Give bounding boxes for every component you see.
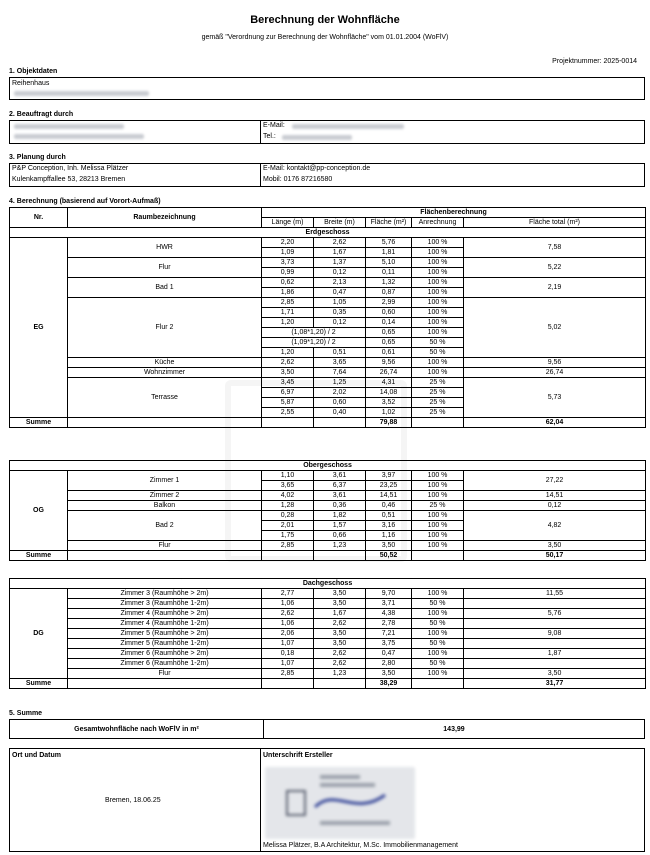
objektdaten-box xyxy=(9,77,645,100)
anrechnung-cell: 100 % xyxy=(412,298,464,308)
length-cell: 3,73 xyxy=(262,258,314,268)
width-cell: 0,12 xyxy=(314,268,366,278)
area-cell: 26,74 xyxy=(366,368,412,378)
object-type: Reihenhaus xyxy=(12,80,50,87)
length-cell: 1,07 xyxy=(262,639,314,649)
header-area: Fläche (m²) xyxy=(366,218,412,228)
room-name: Zimmer 5 (Raumhöhe 1-2m) xyxy=(68,639,262,649)
room-name: Bad 1 xyxy=(68,278,262,298)
room-name: Wohnzimmer xyxy=(68,368,262,378)
floor-title-row xyxy=(10,461,646,471)
beauftragt-box xyxy=(9,120,645,144)
area-cell: 7,21 xyxy=(366,629,412,639)
total-cell: 1,87 xyxy=(464,649,646,659)
section-beauftragt-heading: 2. Beauftragt durch xyxy=(9,111,74,118)
header-nr: Nr. xyxy=(10,208,68,228)
width-cell: 2,62 xyxy=(314,619,366,629)
length-cell: 6,97 xyxy=(262,388,314,398)
anrechnung-cell: 100 % xyxy=(412,318,464,328)
length-cell: 2,55 xyxy=(262,408,314,418)
width-cell: 0,40 xyxy=(314,408,366,418)
length-cell: 4,02 xyxy=(262,491,314,501)
area-cell: 3,52 xyxy=(366,398,412,408)
sum-total: 31,77 xyxy=(464,679,646,689)
area-cell: 5,76 xyxy=(366,238,412,248)
table-row xyxy=(10,258,646,268)
area-cell: 3,50 xyxy=(366,541,412,551)
area-cell: 0,65 xyxy=(366,328,412,338)
room-name: Flur xyxy=(68,541,262,551)
total-cell xyxy=(464,619,646,629)
planner-address: Kulenkampffallee 53, 28213 Bremen xyxy=(12,176,126,183)
table-row xyxy=(10,669,646,679)
og-table xyxy=(9,460,646,561)
total-cell: 3,50 xyxy=(464,541,646,551)
length-cell: 1,71 xyxy=(262,308,314,318)
table-row xyxy=(10,471,646,481)
length-cell: 2,62 xyxy=(262,609,314,619)
area-cell: 0,11 xyxy=(366,268,412,278)
width-cell: 3,50 xyxy=(314,589,366,599)
width-cell: 3,50 xyxy=(314,599,366,609)
total-box xyxy=(9,719,645,739)
length-cell: 1,06 xyxy=(262,599,314,609)
anrechnung-cell: 100 % xyxy=(412,308,464,318)
width-cell: 3,50 xyxy=(314,629,366,639)
sum-area: 50,52 xyxy=(366,551,412,561)
room-name: Zimmer 3 (Raumhöhe 1-2m) xyxy=(68,599,262,609)
header-room: Raumbezeichnung xyxy=(68,208,262,228)
room-name: Zimmer 5 (Raumhöhe > 2m) xyxy=(68,629,262,639)
redacted-client-tel xyxy=(282,135,352,140)
signature-label: Unterschrift Ersteller xyxy=(263,752,333,759)
sum-row xyxy=(10,418,646,428)
table-row xyxy=(10,278,646,288)
length-cell: 1,06 xyxy=(262,619,314,629)
anrechnung-cell: 100 % xyxy=(412,669,464,679)
anrechnung-cell: 100 % xyxy=(412,511,464,521)
length-cell: 2,85 xyxy=(262,541,314,551)
sum-total: 50,17 xyxy=(464,551,646,561)
table-row xyxy=(10,368,646,378)
anrechnung-cell: 100 % xyxy=(412,609,464,619)
length-cell: 0,99 xyxy=(262,268,314,278)
length-formula: (1,09*1,20) / 2 xyxy=(262,338,366,348)
total-cell: 9,56 xyxy=(464,358,646,368)
width-cell: 3,65 xyxy=(314,358,366,368)
length-cell: 5,87 xyxy=(262,398,314,408)
width-cell: 1,82 xyxy=(314,511,366,521)
width-cell: 7,64 xyxy=(314,368,366,378)
area-cell: 14,08 xyxy=(366,388,412,398)
width-cell: 0,35 xyxy=(314,308,366,318)
total-cell: 7,58 xyxy=(464,238,646,258)
length-cell: 1,10 xyxy=(262,471,314,481)
planung-box xyxy=(9,163,645,187)
length-cell: 1,86 xyxy=(262,288,314,298)
total-cell: 2,19 xyxy=(464,278,646,298)
sum-row xyxy=(10,679,646,689)
anrechnung-cell: 100 % xyxy=(412,238,464,248)
width-cell: 0,51 xyxy=(314,348,366,358)
area-cell: 2,78 xyxy=(366,619,412,629)
floor-title-row xyxy=(10,228,646,238)
length-cell: 2,62 xyxy=(262,358,314,368)
sum-total: 62,04 xyxy=(464,418,646,428)
table-row xyxy=(10,649,646,659)
width-cell: 2,02 xyxy=(314,388,366,398)
redacted-client-name xyxy=(14,124,124,129)
total-cell: 5,02 xyxy=(464,298,646,358)
anrechnung-cell: 100 % xyxy=(412,268,464,278)
table-row xyxy=(10,501,646,511)
total-cell: 9,08 xyxy=(464,629,646,639)
column-divider xyxy=(260,164,261,186)
client-tel-label: Tel.: xyxy=(263,133,276,140)
table-cell xyxy=(262,418,314,428)
room-name: Flur 2 xyxy=(68,298,262,358)
room-name: Terrasse xyxy=(68,378,262,418)
area-cell: 0,14 xyxy=(366,318,412,328)
sum-area: 38,29 xyxy=(366,679,412,689)
total-cell xyxy=(464,599,646,609)
section-planung-heading: 3. Planung durch xyxy=(9,154,66,161)
room-name: Balkon xyxy=(68,501,262,511)
width-cell: 0,66 xyxy=(314,531,366,541)
anrechnung-cell: 25 % xyxy=(412,388,464,398)
length-cell: 2,77 xyxy=(262,589,314,599)
width-cell: 3,50 xyxy=(314,639,366,649)
total-cell: 26,74 xyxy=(464,368,646,378)
length-formula: (1,08*1,20) / 2 xyxy=(262,328,366,338)
header-width: Breite (m) xyxy=(314,218,366,228)
width-cell: 2,62 xyxy=(314,238,366,248)
table-row xyxy=(10,378,646,388)
sum-label: Summe xyxy=(10,551,68,561)
area-cell: 23,25 xyxy=(366,481,412,491)
sum-label: Summe xyxy=(10,679,68,689)
header-anrechnung: Anrechnung xyxy=(412,218,464,228)
room-name: Zimmer 1 xyxy=(68,471,262,491)
floor-code: EG xyxy=(10,238,68,418)
anrechnung-cell: 100 % xyxy=(412,328,464,338)
floor-code: DG xyxy=(10,589,68,679)
length-cell: 1,75 xyxy=(262,531,314,541)
width-cell: 1,25 xyxy=(314,378,366,388)
table-cell xyxy=(68,418,262,428)
room-name: Bad 2 xyxy=(68,511,262,541)
header-total: Fläche total (m²) xyxy=(464,218,646,228)
table-cell xyxy=(412,418,464,428)
width-cell: 1,37 xyxy=(314,258,366,268)
table-row xyxy=(10,491,646,501)
length-cell: 0,18 xyxy=(262,649,314,659)
width-cell: 1,67 xyxy=(314,248,366,258)
width-cell: 0,47 xyxy=(314,288,366,298)
page-subtitle: gemäß "Verordnung zur Berechnung der Wohnfläche" vom 01.01.2004 (WoFlV) xyxy=(201,34,449,41)
width-cell: 2,62 xyxy=(314,649,366,659)
place-date-label: Ort und Datum xyxy=(12,752,61,759)
total-cell: 5,22 xyxy=(464,258,646,278)
area-cell: 0,51 xyxy=(366,511,412,521)
area-cell: 0,60 xyxy=(366,308,412,318)
floor-title: Erdgeschoss xyxy=(10,228,646,238)
room-name: Küche xyxy=(68,358,262,368)
table-cell xyxy=(314,551,366,561)
area-cell: 5,10 xyxy=(366,258,412,268)
width-cell: 0,60 xyxy=(314,398,366,408)
floor-title: Dachgeschoss xyxy=(10,579,646,589)
sum-label: Summe xyxy=(10,418,68,428)
section-objektdaten-heading: 1. Objektdaten xyxy=(9,68,58,75)
anrechnung-cell: 100 % xyxy=(412,629,464,639)
table-row xyxy=(10,609,646,619)
total-cell: 27,22 xyxy=(464,471,646,491)
total-cell: 14,51 xyxy=(464,491,646,501)
width-cell: 6,37 xyxy=(314,481,366,491)
page-title: Berechnung der Wohnfläche xyxy=(250,14,400,26)
anrechnung-cell: 100 % xyxy=(412,491,464,501)
anrechnung-cell: 100 % xyxy=(412,649,464,659)
table-cell xyxy=(314,418,366,428)
width-cell: 0,12 xyxy=(314,318,366,328)
area-cell: 3,16 xyxy=(366,521,412,531)
total-cell: 4,82 xyxy=(464,511,646,541)
total-cell: 5,73 xyxy=(464,378,646,418)
signer-name: Melissa Plätzer, B.A Architektur, M.Sc. Immobilienmanagement xyxy=(263,842,458,849)
room-name: Zimmer 6 (Raumhöhe > 2m) xyxy=(68,649,262,659)
length-cell: 0,28 xyxy=(262,511,314,521)
anrechnung-cell: 100 % xyxy=(412,541,464,551)
table-row xyxy=(10,629,646,639)
length-cell: 1,20 xyxy=(262,318,314,328)
floor-title-row xyxy=(10,579,646,589)
area-cell: 0,61 xyxy=(366,348,412,358)
planner-mobile: Mobil: 0176 87216580 xyxy=(263,176,333,183)
anrechnung-cell: 50 % xyxy=(412,338,464,348)
area-cell: 1,81 xyxy=(366,248,412,258)
width-cell: 2,13 xyxy=(314,278,366,288)
room-name: Zimmer 3 (Raumhöhe > 2m) xyxy=(68,589,262,599)
length-cell: 3,45 xyxy=(262,378,314,388)
client-email-label: E-Mail: xyxy=(263,122,285,129)
floor-code: OG xyxy=(10,471,68,551)
anrechnung-cell: 100 % xyxy=(412,358,464,368)
table-row xyxy=(10,298,646,308)
room-name: Flur xyxy=(68,258,262,278)
length-cell: 1,07 xyxy=(262,659,314,669)
dg-table xyxy=(9,578,646,689)
section-summe-heading: 5. Summe xyxy=(9,710,43,717)
length-cell: 1,28 xyxy=(262,501,314,511)
anrechnung-cell: 100 % xyxy=(412,589,464,599)
table-row xyxy=(10,659,646,669)
table-row xyxy=(10,589,646,599)
width-cell: 2,62 xyxy=(314,659,366,669)
room-name: Zimmer 4 (Raumhöhe > 2m) xyxy=(68,609,262,619)
length-cell: 0,62 xyxy=(262,278,314,288)
anrechnung-cell: 50 % xyxy=(412,619,464,629)
area-cell: 2,80 xyxy=(366,659,412,669)
total-cell xyxy=(464,639,646,649)
area-cell: 3,75 xyxy=(366,639,412,649)
table-cell xyxy=(262,551,314,561)
total-cell: 5,76 xyxy=(464,609,646,619)
anrechnung-cell: 25 % xyxy=(412,408,464,418)
table-cell xyxy=(68,551,262,561)
total-label: Gesamtwohnfläche nach WoFlV in m² xyxy=(74,726,199,733)
width-cell: 3,61 xyxy=(314,471,366,481)
anrechnung-cell: 100 % xyxy=(412,368,464,378)
table-row xyxy=(10,238,646,248)
area-cell: 4,38 xyxy=(366,609,412,619)
column-divider xyxy=(260,749,261,851)
room-name: Zimmer 4 (Raumhöhe 1-2m) xyxy=(68,619,262,629)
width-cell: 3,61 xyxy=(314,491,366,501)
table-cell xyxy=(314,679,366,689)
anrechnung-cell: 25 % xyxy=(412,378,464,388)
room-name: Flur xyxy=(68,669,262,679)
area-cell: 9,70 xyxy=(366,589,412,599)
length-cell: 2,06 xyxy=(262,629,314,639)
area-cell: 0,47 xyxy=(366,649,412,659)
sum-row xyxy=(10,551,646,561)
area-cell: 0,87 xyxy=(366,288,412,298)
anrechnung-cell: 50 % xyxy=(412,348,464,358)
area-cell: 2,99 xyxy=(366,298,412,308)
anrechnung-cell: 50 % xyxy=(412,659,464,669)
width-cell: 1,23 xyxy=(314,541,366,551)
area-cell: 1,16 xyxy=(366,531,412,541)
area-cell: 9,56 xyxy=(366,358,412,368)
anrechnung-cell: 100 % xyxy=(412,278,464,288)
anrechnung-cell: 100 % xyxy=(412,288,464,298)
length-cell: 2,85 xyxy=(262,669,314,679)
length-cell: 2,01 xyxy=(262,521,314,531)
table-row xyxy=(10,541,646,551)
floor-title: Obergeschoss xyxy=(10,461,646,471)
length-cell: 1,20 xyxy=(262,348,314,358)
redacted-address xyxy=(14,91,149,96)
total-value: 143,99 xyxy=(443,726,465,733)
total-cell: 3,50 xyxy=(464,669,646,679)
planner-name: P&P Conception, Inh. Melissa Plätzer xyxy=(12,165,129,172)
length-cell: 1,09 xyxy=(262,248,314,258)
area-cell: 0,46 xyxy=(366,501,412,511)
eg-table xyxy=(9,207,646,428)
length-cell: 3,50 xyxy=(262,368,314,378)
redacted-client-email xyxy=(292,124,404,129)
header-flaechenberechnung: Flächenberechnung xyxy=(262,208,646,218)
place-date-value: Bremen, 18.06.25 xyxy=(105,797,161,804)
area-cell: 3,50 xyxy=(366,669,412,679)
width-cell: 0,36 xyxy=(314,501,366,511)
table-cell xyxy=(412,551,464,561)
anrechnung-cell: 50 % xyxy=(412,599,464,609)
project-number: Projektnummer: 2025-0014 xyxy=(552,58,637,65)
width-cell: 1,05 xyxy=(314,298,366,308)
table-row xyxy=(10,639,646,649)
anrechnung-cell: 100 % xyxy=(412,531,464,541)
total-cell: 0,12 xyxy=(464,501,646,511)
length-cell: 2,85 xyxy=(262,298,314,308)
table-cell xyxy=(68,679,262,689)
table-row xyxy=(10,511,646,521)
total-cell: 11,55 xyxy=(464,589,646,599)
room-name: HWR xyxy=(68,238,262,258)
area-cell: 0,65 xyxy=(366,338,412,348)
sum-area: 79,88 xyxy=(366,418,412,428)
anrechnung-cell: 100 % xyxy=(412,481,464,491)
anrechnung-cell: 50 % xyxy=(412,639,464,649)
anrechnung-cell: 100 % xyxy=(412,248,464,258)
section-berechnung-heading: 4. Berechnung (basierend auf Vorort-Aufmaß) xyxy=(9,198,161,205)
table-row xyxy=(10,619,646,629)
anrechnung-cell: 25 % xyxy=(412,501,464,511)
room-name: Zimmer 6 (Raumhöhe 1-2m) xyxy=(68,659,262,669)
width-cell: 1,23 xyxy=(314,669,366,679)
area-cell: 1,02 xyxy=(366,408,412,418)
anrechnung-cell: 100 % xyxy=(412,258,464,268)
table-cell xyxy=(262,679,314,689)
anrechnung-cell: 25 % xyxy=(412,398,464,408)
length-cell: 3,65 xyxy=(262,481,314,491)
width-cell: 1,67 xyxy=(314,609,366,619)
anrechnung-cell: 100 % xyxy=(412,521,464,531)
area-cell: 14,51 xyxy=(366,491,412,501)
redacted-client-address xyxy=(14,134,144,139)
table-row xyxy=(10,358,646,368)
header-length: Länge (m) xyxy=(262,218,314,228)
room-name: Zimmer 2 xyxy=(68,491,262,501)
column-divider xyxy=(260,121,261,143)
table-cell xyxy=(412,679,464,689)
table-row xyxy=(10,599,646,609)
signature-stamp-image xyxy=(265,767,415,839)
width-cell: 1,57 xyxy=(314,521,366,531)
area-cell: 3,97 xyxy=(366,471,412,481)
area-cell: 4,31 xyxy=(366,378,412,388)
area-cell: 3,71 xyxy=(366,599,412,609)
area-cell: 1,32 xyxy=(366,278,412,288)
anrechnung-cell: 100 % xyxy=(412,471,464,481)
length-cell: 2,20 xyxy=(262,238,314,248)
total-cell xyxy=(464,659,646,669)
planner-email: E-Mail: kontakt@pp-conception.de xyxy=(263,165,371,172)
